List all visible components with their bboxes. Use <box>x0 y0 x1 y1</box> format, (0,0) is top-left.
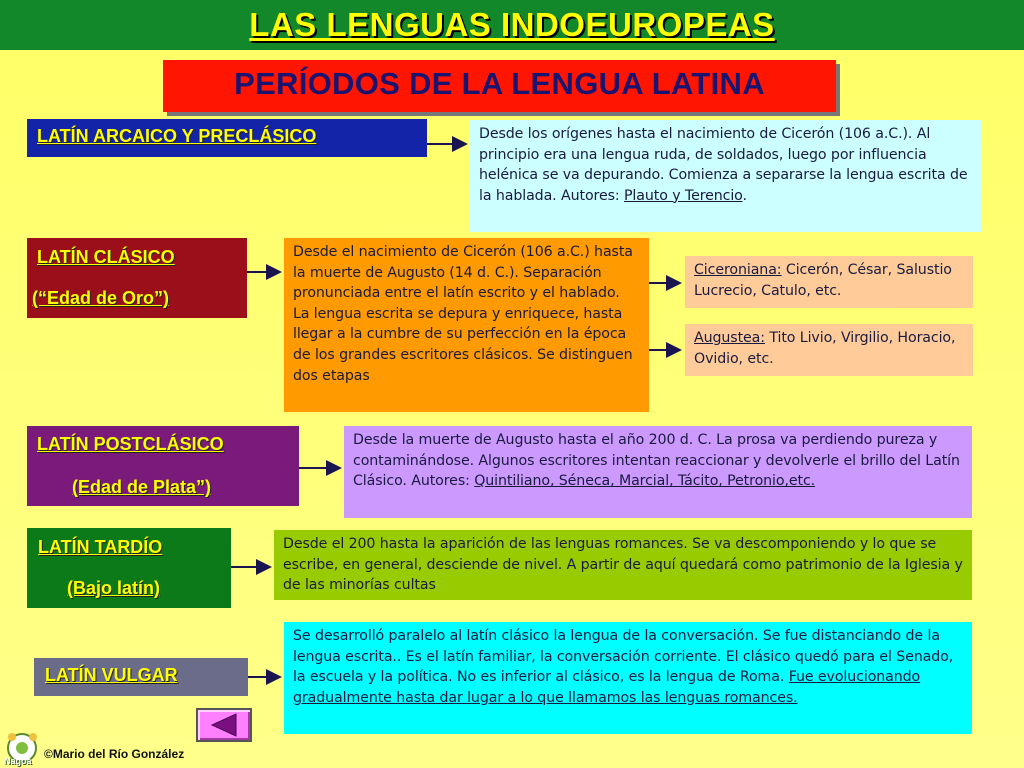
desc-vulgar <box>284 622 972 734</box>
label-clasico-subtext: (“Edad de Oro”) <box>32 288 170 308</box>
back-triangle-icon <box>198 710 250 740</box>
stage-augustea-text: Tito Livio, Virgilio, Horacio, Ovidio, etc. <box>694 330 956 367</box>
label-postclasico-subtext: (Edad de Plata”) <box>72 477 212 497</box>
desc-postclasico <box>344 426 972 518</box>
label-arcaico-text: LATÍN ARCAICO Y PRECLÁSICO <box>37 126 317 146</box>
label-tardio-subtext: (Bajo latín) <box>67 578 160 598</box>
desc-tardio-text: Desde el 200 hasta la aparición de las lenguas romances. Se va descomponiendo y lo que se escribe, en general, desciende de nivel. A partir de aquí quedará como patrimonio de la Iglesia y de las minorías cultas <box>283 536 963 594</box>
stage-ciceroniana-name: Ciceroniana: <box>694 262 782 278</box>
desc-vulgar-link: Fue evolucionando gradualmente hasta dar lugar a lo que llamamos las lenguas romances. <box>293 669 921 706</box>
desc-tardio <box>274 530 972 600</box>
stage-augustea <box>685 324 973 376</box>
authors-arcaico-link: Plauto y Terencio <box>623 187 743 204</box>
desc-arcaico <box>470 120 982 232</box>
label-clasico-text: LATÍN CLÁSICO <box>37 247 175 267</box>
back-button[interactable] <box>196 708 252 742</box>
main-title: LAS LENGUAS INDOEUROPEAS <box>249 6 775 43</box>
label-tardio-text: LATÍN TARDÍO <box>38 537 163 557</box>
desc-arcaico-end: . <box>742 187 747 204</box>
logo-text: Nagoa <box>4 756 32 766</box>
label-postclasico-text: LATÍN POSTCLÁSICO <box>37 434 224 454</box>
desc-clasico-text: Desde el nacimiento de Cicerón (106 a.C.) hasta la muerte de Augusto (14 d. C.). Separación pronunciada entre el latín escrito y el hablado. La lengua escrita se depura y enriquece, hasta llegar a la cumbre de su perfección en la época de los grandes escritores clásicos. Se distinguen dos etapas <box>293 244 633 384</box>
authors-postclasico-link: Quintiliano, Séneca, Marcial, Tácito, Petronio,etc. <box>474 473 816 490</box>
footer-credit: ©Mario del Río González <box>44 747 185 761</box>
desc-postclasico-text: Desde la muerte de Augusto hasta el año 200 d. C. La prosa va perdiendo pureza y contaminándose. Algunos escritores intentan reaccionar y devolverle el brillo del Latín Clásico. Autores: <box>353 432 960 490</box>
stage-ciceroniana-text: Cicerón, César, Salustio Lucrecio, Catulo, etc. <box>694 262 952 299</box>
desc-clasico <box>284 238 649 412</box>
subtitle: PERÍODOS DE LA LENGUA LATINA <box>234 66 765 101</box>
stage-augustea-name: Augustea: <box>694 330 765 346</box>
desc-arcaico-text: Desde los orígenes hasta el nacimiento de Cicerón (106 a.C.). Al principio era una lengua ruda, de soldados, luego por influencia helénica se va depurando. Comienza a separarse la lengua escrita de la hablada. Autores: <box>479 126 968 204</box>
stage-ciceroniana <box>685 256 973 308</box>
desc-vulgar-text: Se desarrolló paralelo al latín clásico la lengua de la conversación. Se fue distanciando de la lengua escrita.. Es el latín familiar, la conversación corriente. El clásico quedó para el Senado, la escuela y la política. No es inferior al clásico, es la lengua de Roma. <box>293 628 954 686</box>
label-vulgar-text: LATÍN VULGAR <box>45 665 178 685</box>
